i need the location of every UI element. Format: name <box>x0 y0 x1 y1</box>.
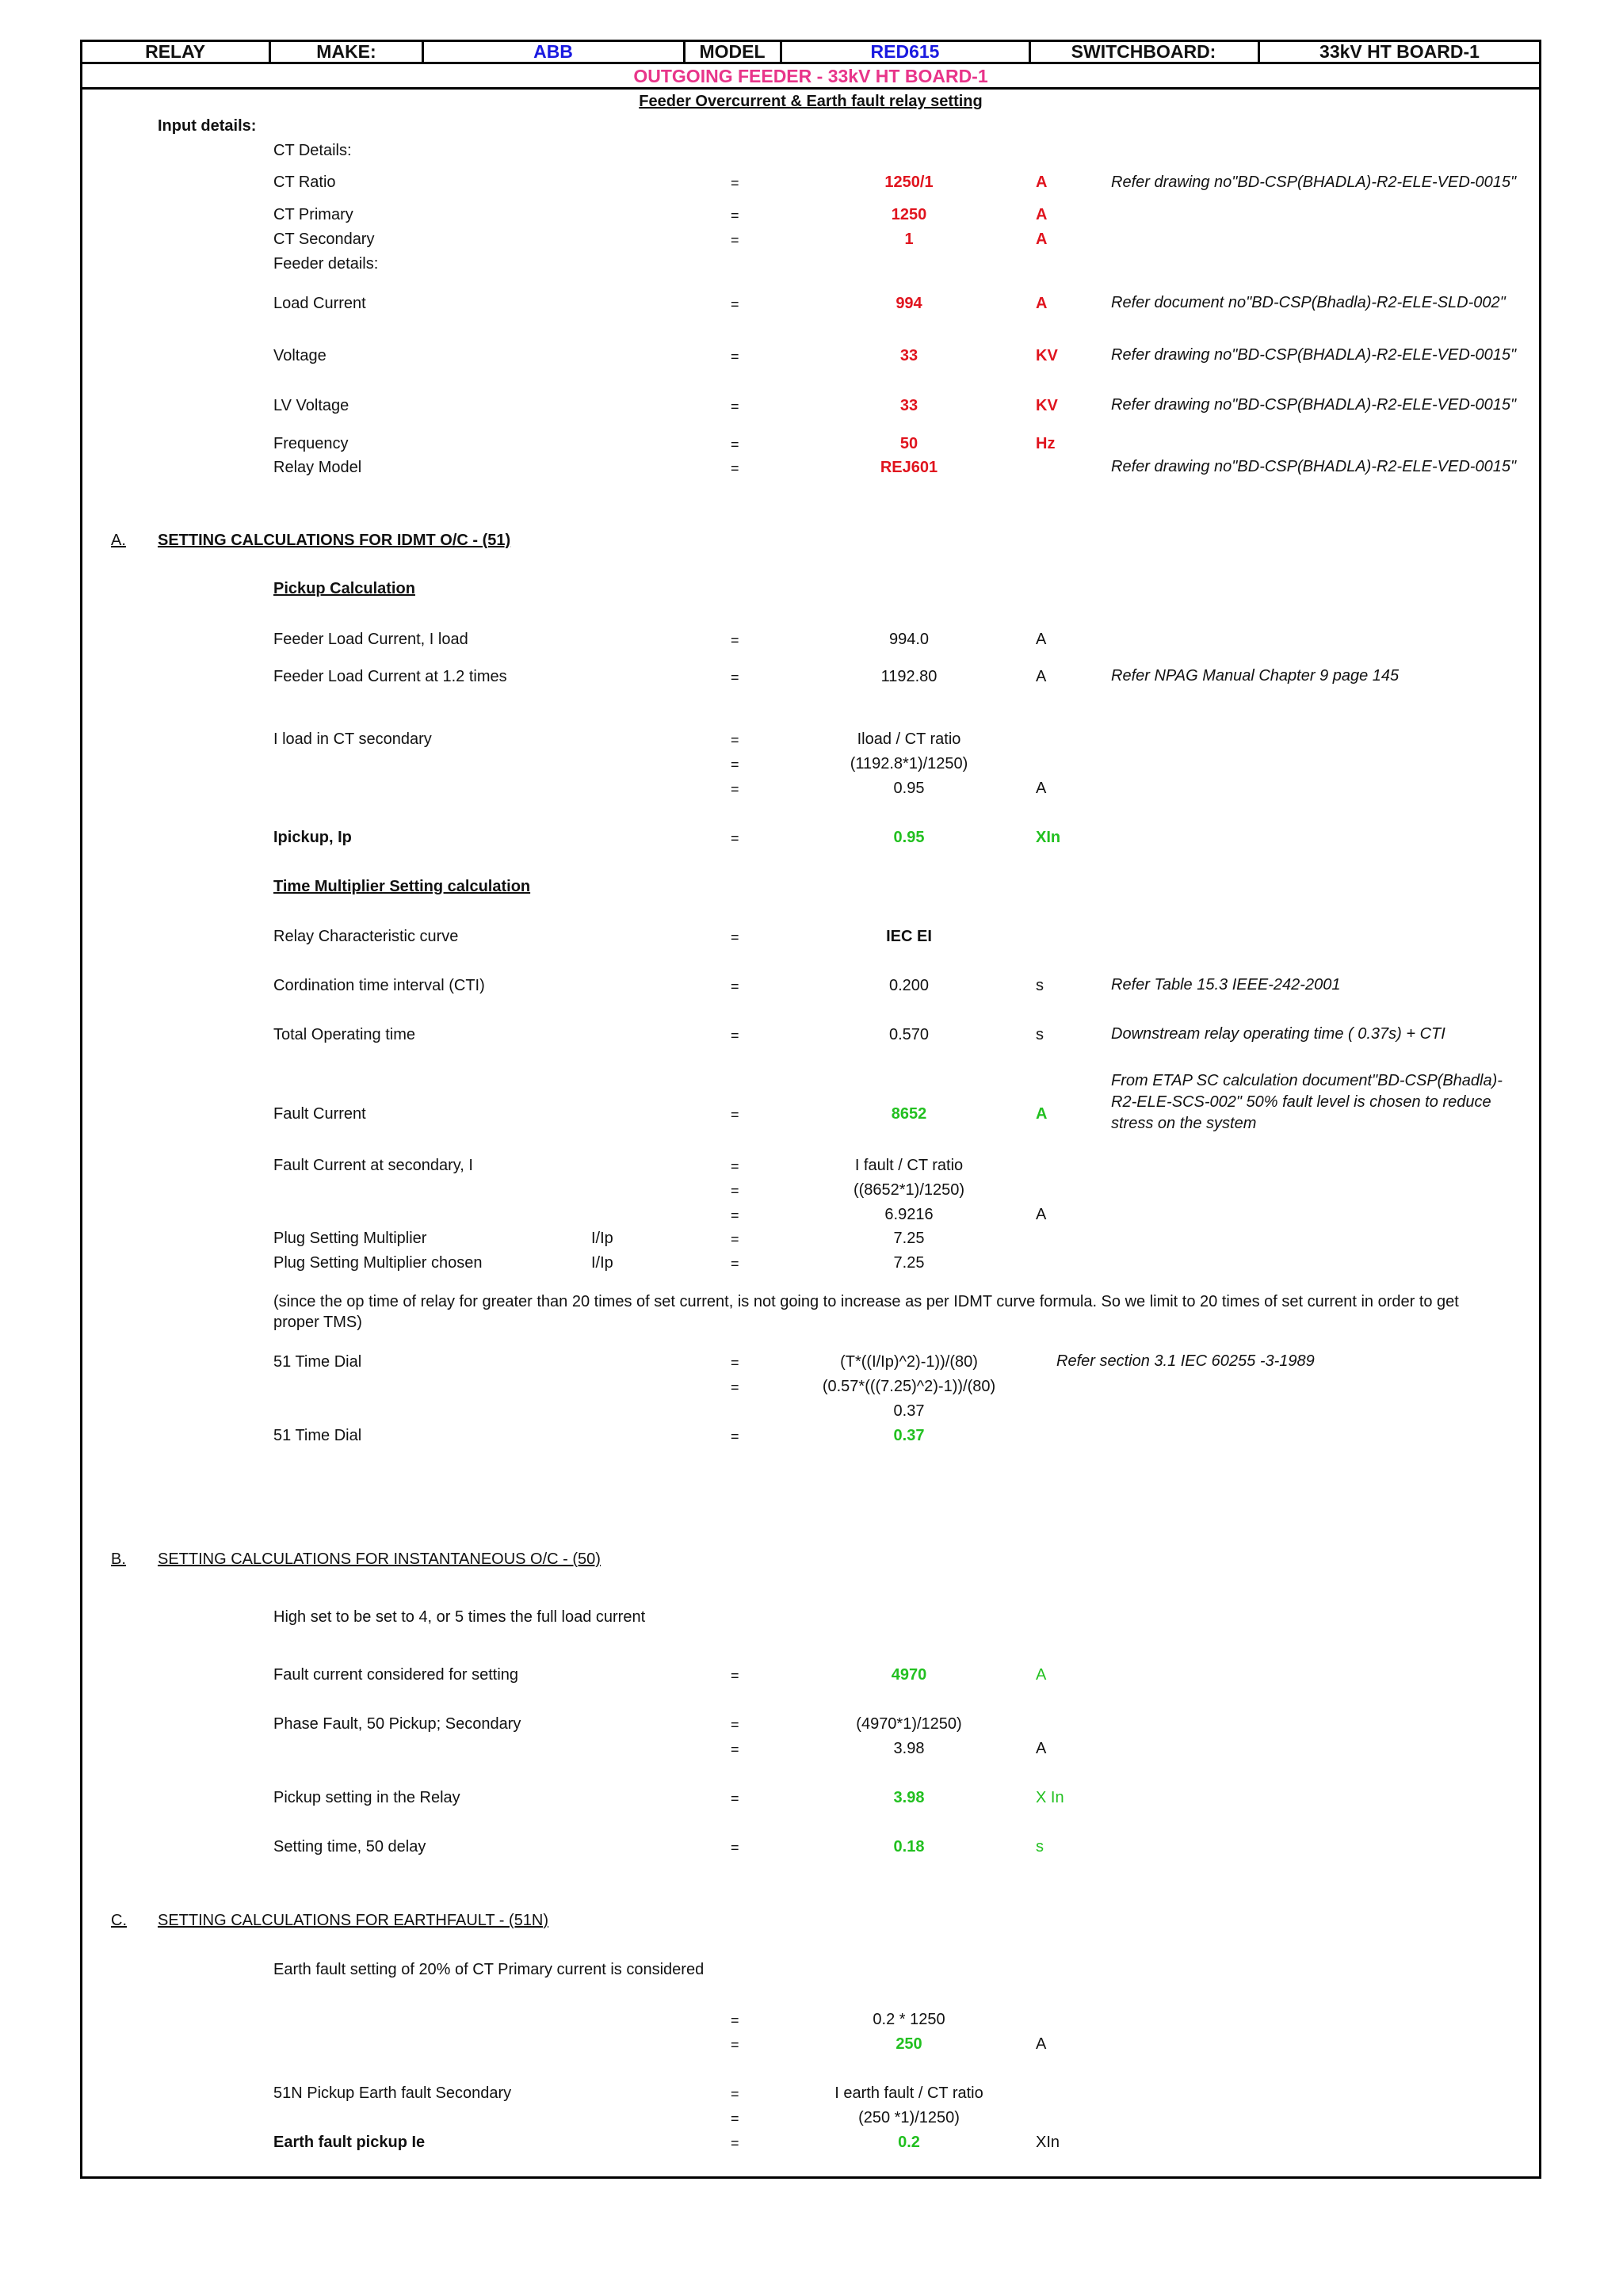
psm-value: 7.25 <box>893 1230 925 1247</box>
equals-sign: = <box>731 757 739 772</box>
time-dial-final-label: 51 Time Dial <box>273 1427 362 1444</box>
header-divider <box>683 40 685 64</box>
equals-sign: = <box>731 1231 739 1247</box>
section-c-title: SETTING CALCULATIONS FOR EARTHFAULT - (51N) <box>158 1912 549 1929</box>
equals-sign: = <box>731 232 739 248</box>
feeder-load-1-2-reference: Refer NPAG Manual Chapter 9 page 145 <box>1111 667 1400 685</box>
equals-sign: = <box>731 2135 739 2151</box>
phase-fault-pickup-unit: A <box>1036 1740 1047 1757</box>
load-current-unit: A <box>1036 295 1048 312</box>
relay-curve-value: IEC EI <box>886 928 932 945</box>
relay-model-value: REJ601 <box>880 459 938 476</box>
time-dial-label: 51 Time Dial <box>273 1353 362 1371</box>
switchboard-label: SWITCHBOARD: <box>1071 41 1216 62</box>
psm-label: Plug Setting Multiplier <box>273 1230 427 1247</box>
equals-sign: = <box>731 349 739 364</box>
earth-fault-current-unit: A <box>1036 2035 1047 2053</box>
ct-secondary-unit: A <box>1036 231 1048 248</box>
equals-sign: = <box>731 175 739 191</box>
voltage-unit: KV <box>1036 347 1058 364</box>
load-current-reference: Refer document no"BD-CSP(Bhadla)-R2-ELE-SLD-002" <box>1111 294 1506 311</box>
psm-ratio: I/Ip <box>591 1230 613 1247</box>
voltage-value: 33 <box>899 347 918 364</box>
time-dial-final-value: 0.37 <box>893 1427 925 1444</box>
fault-current-setting-unit: A <box>1036 1666 1047 1684</box>
ct-ratio-reference: Refer drawing no"BD-CSP(BHADLA)-R2-ELE-VED-0015" <box>1111 174 1517 191</box>
earth-fault-current-value: 250 <box>896 2035 922 2053</box>
fault-secondary-substitution: ((8652*1)/1250) <box>853 1181 965 1199</box>
equals-sign: = <box>731 1717 739 1733</box>
switchboard-value: 33kV HT BOARD-1 <box>1319 41 1480 62</box>
earth-fault-secondary-formula: I earth fault / CT ratio <box>834 2084 983 2102</box>
iload-ct-substitution: (1192.8*1)/1250) <box>850 755 968 772</box>
make-label: MAKE: <box>316 41 376 62</box>
fault-secondary-unit: A <box>1036 1206 1047 1223</box>
iload-ct-result: 0.95 <box>893 780 925 797</box>
section-b-title: SETTING CALCULATIONS FOR INSTANTANEOUS O/C - (50) <box>158 1550 601 1568</box>
lv-voltage-label: LV Voltage <box>273 397 349 414</box>
earth-fault-note: Earth fault setting of 20% of CT Primary current is considered <box>273 1961 705 1978</box>
ct-primary-label: CT Primary <box>273 206 353 223</box>
psm-chosen-label: Plug Setting Multiplier chosen <box>273 1254 483 1272</box>
equals-sign: = <box>731 1428 739 1444</box>
tms-note-line-2: proper TMS) <box>273 1314 362 1331</box>
equals-sign: = <box>731 1355 739 1371</box>
equals-sign: = <box>731 830 739 846</box>
setting-time-label: Setting time, 50 delay <box>273 1838 426 1855</box>
ipickup-label: Ipickup, Ip <box>273 829 352 846</box>
relay-label: RELAY <box>145 41 205 62</box>
equals-sign: = <box>731 1840 739 1855</box>
ct-secondary-value: 1 <box>904 231 914 248</box>
cti-label: Cordination time interval (CTI) <box>273 977 485 994</box>
section-b-letter: B. <box>111 1550 126 1568</box>
earth-fault-secondary-substitution: (250 *1)/1250) <box>858 2109 960 2126</box>
earth-fault-pickup-label: Earth fault pickup Ie <box>273 2134 426 2151</box>
feeder-load-1-2-label: Feeder Load Current at 1.2 times <box>273 668 507 685</box>
feeder-title: OUTGOING FEEDER - 33kV HT BOARD-1 <box>633 66 988 86</box>
section-a-title: SETTING CALCULATIONS FOR IDMT O/C - (51) <box>158 532 511 549</box>
tms-note-line-1: (since the op time of relay for greater than 20 times of set current, is not going to increase as per IDMT curve formula. So we limit to 20 times of set current in order to get <box>273 1293 1459 1310</box>
equals-sign: = <box>731 1028 739 1043</box>
feeder-load-value: 994.0 <box>888 631 930 648</box>
fault-current-unit: A <box>1036 1105 1048 1123</box>
feeder-title-row <box>80 64 1541 90</box>
earth-fault-secondary-label: 51N Pickup Earth fault Secondary <box>273 2084 512 2102</box>
equals-sign: = <box>731 437 739 452</box>
feeder-load-unit: A <box>1036 631 1047 648</box>
total-op-time-label: Total Operating time <box>273 1026 415 1043</box>
feeder-details-label: Feeder details: <box>273 255 379 273</box>
earth-fault-pickup-unit: XIn <box>1036 2134 1060 2151</box>
relay-model-label: Relay Model <box>273 459 362 476</box>
pickup-calculation-title: Pickup Calculation <box>273 580 415 597</box>
fault-secondary-formula: I fault / CT ratio <box>854 1157 964 1174</box>
psm-chosen-ratio: I/Ip <box>591 1254 613 1272</box>
equals-sign: = <box>731 2086 739 2102</box>
equals-sign: = <box>731 1107 739 1123</box>
model-label: MODEL <box>699 41 766 62</box>
header-divider <box>780 40 782 64</box>
cti-unit: s <box>1036 977 1044 994</box>
ct-primary-unit: A <box>1036 206 1048 223</box>
document-subtitle: Feeder Overcurrent & Earth fault relay setting <box>639 93 983 110</box>
equals-sign: = <box>731 399 739 414</box>
voltage-label: Voltage <box>273 347 327 364</box>
header-divider <box>269 40 271 64</box>
equals-sign: = <box>731 2012 739 2028</box>
fault-current-value: 8652 <box>891 1105 927 1123</box>
pickup-setting-unit: X In <box>1036 1789 1064 1806</box>
lv-voltage-reference: Refer drawing no"BD-CSP(BHADLA)-R2-ELE-VED-0015" <box>1111 396 1517 414</box>
phase-fault-pickup-result: 3.98 <box>893 1740 925 1757</box>
fault-secondary-result: 6.9216 <box>884 1206 934 1223</box>
phase-fault-pickup-label: Phase Fault, 50 Pickup; Secondary <box>273 1715 521 1733</box>
header-divider <box>1258 40 1260 64</box>
equals-sign: = <box>731 632 739 648</box>
equals-sign: = <box>731 2037 739 2053</box>
feeder-load-1-2-unit: A <box>1036 668 1047 685</box>
cti-value: 0.200 <box>888 977 930 994</box>
psm-chosen-value: 7.25 <box>893 1254 925 1272</box>
pickup-setting-value: 3.98 <box>893 1789 925 1806</box>
lv-voltage-unit: KV <box>1036 397 1058 414</box>
feeder-load-1-2-value: 1192.80 <box>880 668 938 685</box>
equals-sign: = <box>731 1207 739 1223</box>
equals-sign: = <box>731 1256 739 1272</box>
total-op-time-value: 0.570 <box>888 1026 930 1043</box>
load-current-value: 994 <box>896 295 922 312</box>
high-set-note: High set to be set to 4, or 5 times the full load current <box>273 1608 646 1626</box>
frequency-unit: Hz <box>1036 435 1056 452</box>
fault-current-label: Fault Current <box>273 1105 366 1123</box>
equals-sign: = <box>731 929 739 945</box>
ct-primary-value: 1250 <box>891 206 927 223</box>
header-row <box>80 40 1541 64</box>
ipickup-unit: XIn <box>1036 829 1061 846</box>
equals-sign: = <box>731 460 739 476</box>
setting-time-value: 0.18 <box>893 1838 925 1855</box>
equals-sign: = <box>731 208 739 223</box>
fault-current-reference-line-3: stress on the system <box>1111 1115 1257 1132</box>
ct-ratio-value: 1250/1 <box>884 174 934 191</box>
equals-sign: = <box>731 978 739 994</box>
relay-curve-label: Relay Characteristic curve <box>273 928 459 945</box>
input-details-title: Input details: <box>158 117 257 135</box>
tms-calculation-title: Time Multiplier Setting calculation <box>273 878 531 895</box>
equals-sign: = <box>731 1158 739 1174</box>
pickup-setting-label: Pickup setting in the Relay <box>273 1789 460 1806</box>
feeder-load-label: Feeder Load Current, I load <box>273 631 468 648</box>
fault-current-setting-label: Fault current considered for setting <box>273 1666 519 1684</box>
model-value: RED615 <box>870 41 940 62</box>
load-current-label: Load Current <box>273 295 366 312</box>
fault-current-setting-value: 4970 <box>891 1666 927 1684</box>
equals-sign: = <box>731 1741 739 1757</box>
ct-ratio-unit: A <box>1036 174 1048 191</box>
time-dial-substitution: (0.57*(((7.25)^2)-1))/(80) <box>822 1378 996 1395</box>
equals-sign: = <box>731 1183 739 1199</box>
equals-sign: = <box>731 2111 739 2126</box>
section-c-letter: C. <box>111 1912 127 1929</box>
header-divider <box>422 40 424 64</box>
equals-sign: = <box>731 1668 739 1684</box>
equals-sign: = <box>731 669 739 685</box>
ct-ratio-label: CT Ratio <box>273 174 336 191</box>
phase-fault-pickup-formula: (4970*1)/1250) <box>856 1715 962 1733</box>
ct-secondary-label: CT Secondary <box>273 231 375 248</box>
voltage-reference: Refer drawing no"BD-CSP(BHADLA)-R2-ELE-VED-0015" <box>1111 346 1517 364</box>
equals-sign: = <box>731 296 739 312</box>
frequency-value: 50 <box>899 435 918 452</box>
section-a-letter: A. <box>111 532 126 549</box>
relay-model-reference: Refer drawing no"BD-CSP(BHADLA)-R2-ELE-VED-0015" <box>1111 458 1517 475</box>
iload-ct-unit: A <box>1036 780 1047 797</box>
fault-current-reference-line-1: From ETAP SC calculation document"BD-CSP(Bhadla)- <box>1111 1072 1503 1089</box>
frequency-label: Frequency <box>273 435 349 452</box>
header-divider <box>1029 40 1031 64</box>
fault-current-reference-line-2: R2-ELE-SCS-002" 50% fault level is chosen to reduce <box>1111 1093 1491 1111</box>
ipickup-value: 0.95 <box>893 829 925 846</box>
lv-voltage-value: 33 <box>899 397 918 414</box>
total-op-time-reference: Downstream relay operating time ( 0.37s) + CTI <box>1111 1025 1445 1043</box>
equals-sign: = <box>731 1379 739 1395</box>
fault-secondary-label: Fault Current at secondary, I <box>273 1157 473 1174</box>
make-value: ABB <box>533 41 573 62</box>
iload-ct-label: I load in CT secondary <box>273 730 432 748</box>
cti-reference: Refer Table 15.3 IEEE-242-2001 <box>1111 976 1341 994</box>
equals-sign: = <box>731 781 739 797</box>
total-op-time-unit: s <box>1036 1026 1044 1043</box>
earth-fault-pickup-value: 0.2 <box>898 2134 920 2151</box>
setting-time-unit: s <box>1036 1838 1044 1855</box>
time-dial-formula: (T*((I/Ip)^2)-1))/(80) <box>840 1353 978 1371</box>
equals-sign: = <box>731 1791 739 1806</box>
time-dial-result: 0.37 <box>893 1402 925 1420</box>
iload-ct-formula: Iload / CT ratio <box>857 730 961 748</box>
time-dial-reference: Refer section 3.1 IEC 60255 -3-1989 <box>1056 1352 1315 1370</box>
ct-details-label: CT Details: <box>273 142 352 159</box>
equals-sign: = <box>731 732 739 748</box>
earth-fault-formula: 0.2 * 1250 <box>873 2011 945 2028</box>
